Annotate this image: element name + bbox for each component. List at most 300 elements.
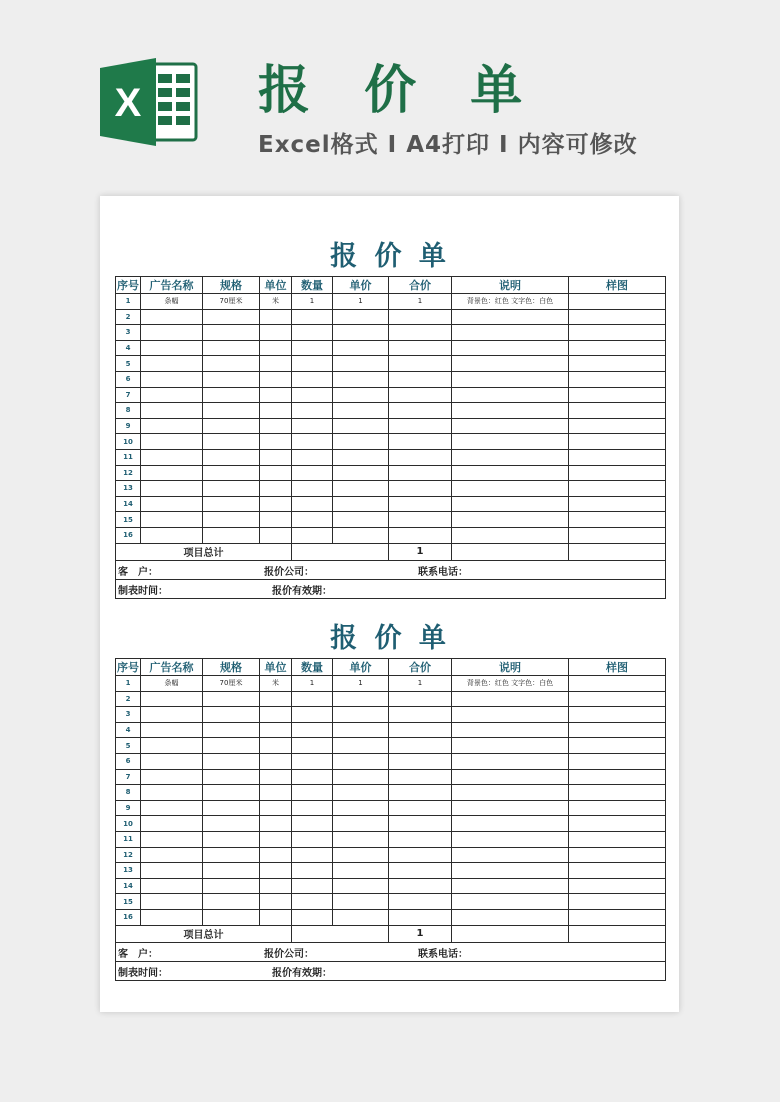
empty-cell (333, 878, 389, 894)
empty-cell (452, 691, 569, 707)
empty-cell (389, 863, 452, 879)
excel-logo-icon (100, 58, 200, 146)
empty-cell (260, 309, 292, 325)
empty-cell (452, 738, 569, 754)
column-header: 单价 (333, 659, 389, 676)
column-header: 说明 (452, 659, 569, 676)
empty-cell (389, 340, 452, 356)
empty-cell (203, 707, 260, 723)
quote-table (115, 658, 666, 981)
table-row (116, 481, 666, 497)
empty-cell (141, 309, 203, 325)
row-number: 9 (116, 800, 141, 816)
empty-cell (292, 325, 333, 341)
empty-cell (569, 769, 666, 785)
empty-cell (452, 309, 569, 325)
column-header: 单位 (260, 659, 292, 676)
table-row (116, 691, 666, 707)
cell-name: 条幅 (141, 676, 203, 692)
empty-cell (203, 909, 260, 925)
empty-cell (260, 481, 292, 497)
empty-cell (389, 325, 452, 341)
total-row (116, 925, 666, 942)
table-row (116, 753, 666, 769)
empty-cell (141, 691, 203, 707)
empty-cell (452, 527, 569, 543)
table-row (116, 340, 666, 356)
info-cell (116, 942, 666, 961)
empty-cell (452, 356, 569, 372)
table-row (116, 909, 666, 925)
empty-cell (389, 722, 452, 738)
column-header: 合价 (389, 277, 452, 294)
empty-cell (569, 340, 666, 356)
row-number: 13 (116, 863, 141, 879)
empty-cell (141, 738, 203, 754)
empty-cell (389, 847, 452, 863)
empty-cell (333, 816, 389, 832)
empty-cell (333, 831, 389, 847)
empty-cell (333, 340, 389, 356)
empty-cell (569, 831, 666, 847)
empty-cell (141, 387, 203, 403)
empty-cell (141, 512, 203, 528)
phone-label: 联系电话： (418, 948, 468, 960)
empty-cell (389, 909, 452, 925)
valid-period-label: 报价有效期： (272, 585, 332, 597)
empty-cell (141, 816, 203, 832)
empty-cell (141, 847, 203, 863)
empty-cell (569, 863, 666, 879)
empty-cell (203, 769, 260, 785)
empty-cell (203, 434, 260, 450)
empty-cell (203, 878, 260, 894)
table-row (116, 707, 666, 723)
date-label: 制表时间： (118, 967, 168, 979)
empty-cell (260, 753, 292, 769)
row-number: 12 (116, 847, 141, 863)
empty-cell (333, 325, 389, 341)
row-number: 9 (116, 418, 141, 434)
empty-cell (260, 403, 292, 419)
table-row (116, 831, 666, 847)
empty-cell (452, 481, 569, 497)
empty-cell (333, 769, 389, 785)
empty-cell (389, 753, 452, 769)
empty-cell (260, 894, 292, 910)
cell-price: 1 (333, 676, 389, 692)
empty-cell (203, 863, 260, 879)
cell-note: 背景色：红色 文字色：白色 (452, 294, 569, 310)
empty-cell (292, 738, 333, 754)
empty-cell (292, 512, 333, 528)
empty-cell (569, 691, 666, 707)
empty-cell (292, 543, 389, 560)
table-row (116, 800, 666, 816)
table-row (116, 325, 666, 341)
row-number: 2 (116, 309, 141, 325)
empty-cell (389, 769, 452, 785)
empty-cell (141, 722, 203, 738)
row-number: 6 (116, 753, 141, 769)
empty-cell (203, 527, 260, 543)
row-number: 11 (116, 831, 141, 847)
empty-cell (260, 434, 292, 450)
empty-cell (292, 909, 333, 925)
empty-cell (203, 325, 260, 341)
total-label: 项目总计 (116, 925, 292, 942)
empty-cell (333, 481, 389, 497)
empty-cell (452, 403, 569, 419)
empty-cell (203, 753, 260, 769)
table-row (116, 496, 666, 512)
row-number: 16 (116, 527, 141, 543)
empty-cell (389, 465, 452, 481)
company-label: 报价公司： (264, 948, 314, 960)
row-number: 15 (116, 894, 141, 910)
empty-cell (203, 449, 260, 465)
row-number: 14 (116, 496, 141, 512)
empty-cell (292, 925, 389, 942)
empty-cell (141, 418, 203, 434)
empty-cell (569, 294, 666, 310)
empty-cell (569, 371, 666, 387)
row-number: 5 (116, 356, 141, 372)
empty-cell (569, 481, 666, 497)
empty-cell (292, 481, 333, 497)
empty-cell (333, 512, 389, 528)
empty-cell (389, 434, 452, 450)
empty-cell (569, 909, 666, 925)
empty-cell (569, 894, 666, 910)
row-number: 6 (116, 371, 141, 387)
table-row (116, 894, 666, 910)
empty-cell (203, 816, 260, 832)
table-row (116, 527, 666, 543)
empty-cell (141, 527, 203, 543)
empty-cell (569, 309, 666, 325)
empty-cell (452, 800, 569, 816)
empty-cell (292, 418, 333, 434)
empty-cell (141, 800, 203, 816)
empty-cell (452, 512, 569, 528)
empty-cell (569, 449, 666, 465)
empty-cell (141, 434, 203, 450)
total-row (116, 543, 666, 560)
cell-qty: 1 (292, 676, 333, 692)
empty-cell (260, 527, 292, 543)
empty-cell (141, 340, 203, 356)
empty-cell (452, 496, 569, 512)
empty-cell (333, 465, 389, 481)
empty-cell (569, 418, 666, 434)
empty-cell (141, 769, 203, 785)
row-number: 11 (116, 449, 141, 465)
empty-cell (292, 403, 333, 419)
empty-cell (292, 465, 333, 481)
empty-cell (260, 512, 292, 528)
empty-cell (452, 325, 569, 341)
empty-cell (260, 707, 292, 723)
row-number: 10 (116, 816, 141, 832)
quote-form-2 (115, 622, 665, 981)
row-number: 3 (116, 707, 141, 723)
empty-cell (333, 309, 389, 325)
table-row (116, 403, 666, 419)
empty-cell (203, 496, 260, 512)
empty-cell (260, 449, 292, 465)
empty-cell (569, 878, 666, 894)
quote-table (115, 276, 666, 599)
empty-cell (141, 465, 203, 481)
column-header: 规格 (203, 659, 260, 676)
empty-cell (203, 309, 260, 325)
subtitle: Excel格式 I A4打印 I 内容可修改 (258, 132, 638, 158)
empty-cell (260, 800, 292, 816)
empty-cell (203, 387, 260, 403)
empty-cell (389, 785, 452, 801)
empty-cell (260, 418, 292, 434)
empty-cell (141, 356, 203, 372)
empty-cell (389, 371, 452, 387)
empty-cell (569, 356, 666, 372)
empty-cell (260, 325, 292, 341)
row-number: 14 (116, 878, 141, 894)
empty-cell (203, 722, 260, 738)
row-number: 1 (116, 676, 141, 692)
cell-spec: 70厘米 (203, 294, 260, 310)
empty-cell (203, 371, 260, 387)
empty-cell (141, 785, 203, 801)
empty-cell (452, 847, 569, 863)
empty-cell (141, 325, 203, 341)
valid-period-label: 报价有效期： (272, 967, 332, 979)
empty-cell (333, 753, 389, 769)
empty-cell (452, 785, 569, 801)
empty-cell (389, 418, 452, 434)
row-number: 3 (116, 325, 141, 341)
empty-cell (141, 878, 203, 894)
empty-cell (292, 527, 333, 543)
empty-cell (389, 309, 452, 325)
table-row (116, 785, 666, 801)
table-row (116, 863, 666, 879)
empty-cell (569, 753, 666, 769)
empty-cell (389, 512, 452, 528)
table-header-row (116, 277, 666, 294)
table-row (116, 722, 666, 738)
empty-cell (569, 434, 666, 450)
table-header-row (116, 659, 666, 676)
empty-cell (452, 722, 569, 738)
empty-cell (389, 707, 452, 723)
customer-label: 客 户： (118, 566, 158, 578)
table-row (116, 769, 666, 785)
empty-cell (260, 465, 292, 481)
empty-cell (203, 403, 260, 419)
empty-cell (569, 465, 666, 481)
row-number: 5 (116, 738, 141, 754)
row-number: 10 (116, 434, 141, 450)
empty-cell (569, 707, 666, 723)
empty-cell (569, 925, 666, 942)
empty-cell (292, 340, 333, 356)
empty-cell (452, 769, 569, 785)
table-row (116, 294, 666, 310)
column-header: 数量 (292, 659, 333, 676)
empty-cell (452, 371, 569, 387)
total-label: 项目总计 (116, 543, 292, 560)
empty-cell (333, 496, 389, 512)
phone-label: 联系电话： (418, 566, 468, 578)
empty-cell (260, 785, 292, 801)
empty-cell (389, 527, 452, 543)
table-row (116, 676, 666, 692)
empty-cell (292, 387, 333, 403)
empty-cell (333, 434, 389, 450)
page-header (0, 0, 780, 190)
table-row (116, 434, 666, 450)
column-header: 广告名称 (141, 659, 203, 676)
info-cell (116, 560, 666, 579)
empty-cell (292, 309, 333, 325)
empty-cell (203, 691, 260, 707)
empty-cell (569, 387, 666, 403)
table-row (116, 387, 666, 403)
empty-cell (260, 356, 292, 372)
empty-cell (452, 449, 569, 465)
document-sheet (100, 196, 679, 1012)
info-row-customer (116, 942, 666, 961)
empty-cell (569, 543, 666, 560)
empty-cell (333, 909, 389, 925)
total-value: 1 (389, 925, 452, 942)
column-header: 样图 (569, 659, 666, 676)
empty-cell (203, 800, 260, 816)
empty-cell (389, 800, 452, 816)
row-number: 8 (116, 403, 141, 419)
column-header: 说明 (452, 277, 569, 294)
empty-cell (452, 831, 569, 847)
column-header: 序号 (116, 659, 141, 676)
cell-amount: 1 (389, 676, 452, 692)
empty-cell (333, 707, 389, 723)
empty-cell (569, 496, 666, 512)
empty-cell (333, 863, 389, 879)
empty-cell (141, 496, 203, 512)
empty-cell (260, 847, 292, 863)
table-row (116, 816, 666, 832)
empty-cell (260, 878, 292, 894)
empty-cell (203, 738, 260, 754)
empty-cell (389, 387, 452, 403)
empty-cell (203, 831, 260, 847)
empty-cell (569, 527, 666, 543)
empty-cell (569, 676, 666, 692)
empty-cell (389, 738, 452, 754)
empty-cell (389, 449, 452, 465)
row-number: 2 (116, 691, 141, 707)
empty-cell (389, 691, 452, 707)
empty-cell (333, 785, 389, 801)
empty-cell (203, 418, 260, 434)
empty-cell (569, 325, 666, 341)
empty-cell (452, 753, 569, 769)
empty-cell (333, 403, 389, 419)
empty-cell (292, 878, 333, 894)
empty-cell (452, 340, 569, 356)
empty-cell (569, 403, 666, 419)
empty-cell (389, 831, 452, 847)
empty-cell (260, 816, 292, 832)
total-value: 1 (389, 543, 452, 560)
empty-cell (292, 496, 333, 512)
row-number: 4 (116, 722, 141, 738)
empty-cell (389, 356, 452, 372)
row-number: 1 (116, 294, 141, 310)
form-title: 报 价 单 (330, 241, 450, 272)
empty-cell (452, 418, 569, 434)
empty-cell (333, 527, 389, 543)
empty-cell (260, 738, 292, 754)
empty-cell (292, 831, 333, 847)
info-row-date (116, 579, 666, 598)
empty-cell (333, 418, 389, 434)
table-row (116, 878, 666, 894)
date-label: 制表时间： (118, 585, 168, 597)
empty-cell (141, 481, 203, 497)
empty-cell (452, 925, 569, 942)
empty-cell (141, 831, 203, 847)
empty-cell (452, 863, 569, 879)
cell-spec: 70厘米 (203, 676, 260, 692)
empty-cell (452, 816, 569, 832)
table-row (116, 418, 666, 434)
empty-cell (333, 800, 389, 816)
customer-label: 客 户： (118, 948, 158, 960)
empty-cell (389, 496, 452, 512)
quote-form-1 (115, 240, 665, 599)
empty-cell (333, 738, 389, 754)
column-header: 序号 (116, 277, 141, 294)
empty-cell (292, 753, 333, 769)
empty-cell (292, 816, 333, 832)
empty-cell (203, 356, 260, 372)
empty-cell (569, 800, 666, 816)
column-header: 单位 (260, 277, 292, 294)
info-cell (116, 579, 666, 598)
column-header: 合价 (389, 659, 452, 676)
empty-cell (569, 816, 666, 832)
info-cell (116, 961, 666, 980)
row-number: 16 (116, 909, 141, 925)
info-row-customer (116, 560, 666, 579)
empty-cell (203, 785, 260, 801)
table-row (116, 465, 666, 481)
empty-cell (292, 434, 333, 450)
empty-cell (260, 831, 292, 847)
empty-cell (333, 847, 389, 863)
row-number: 4 (116, 340, 141, 356)
empty-cell (203, 894, 260, 910)
empty-cell (292, 800, 333, 816)
column-header: 规格 (203, 277, 260, 294)
empty-cell (569, 847, 666, 863)
table-row (116, 847, 666, 863)
empty-cell (260, 722, 292, 738)
empty-cell (141, 863, 203, 879)
empty-cell (141, 894, 203, 910)
